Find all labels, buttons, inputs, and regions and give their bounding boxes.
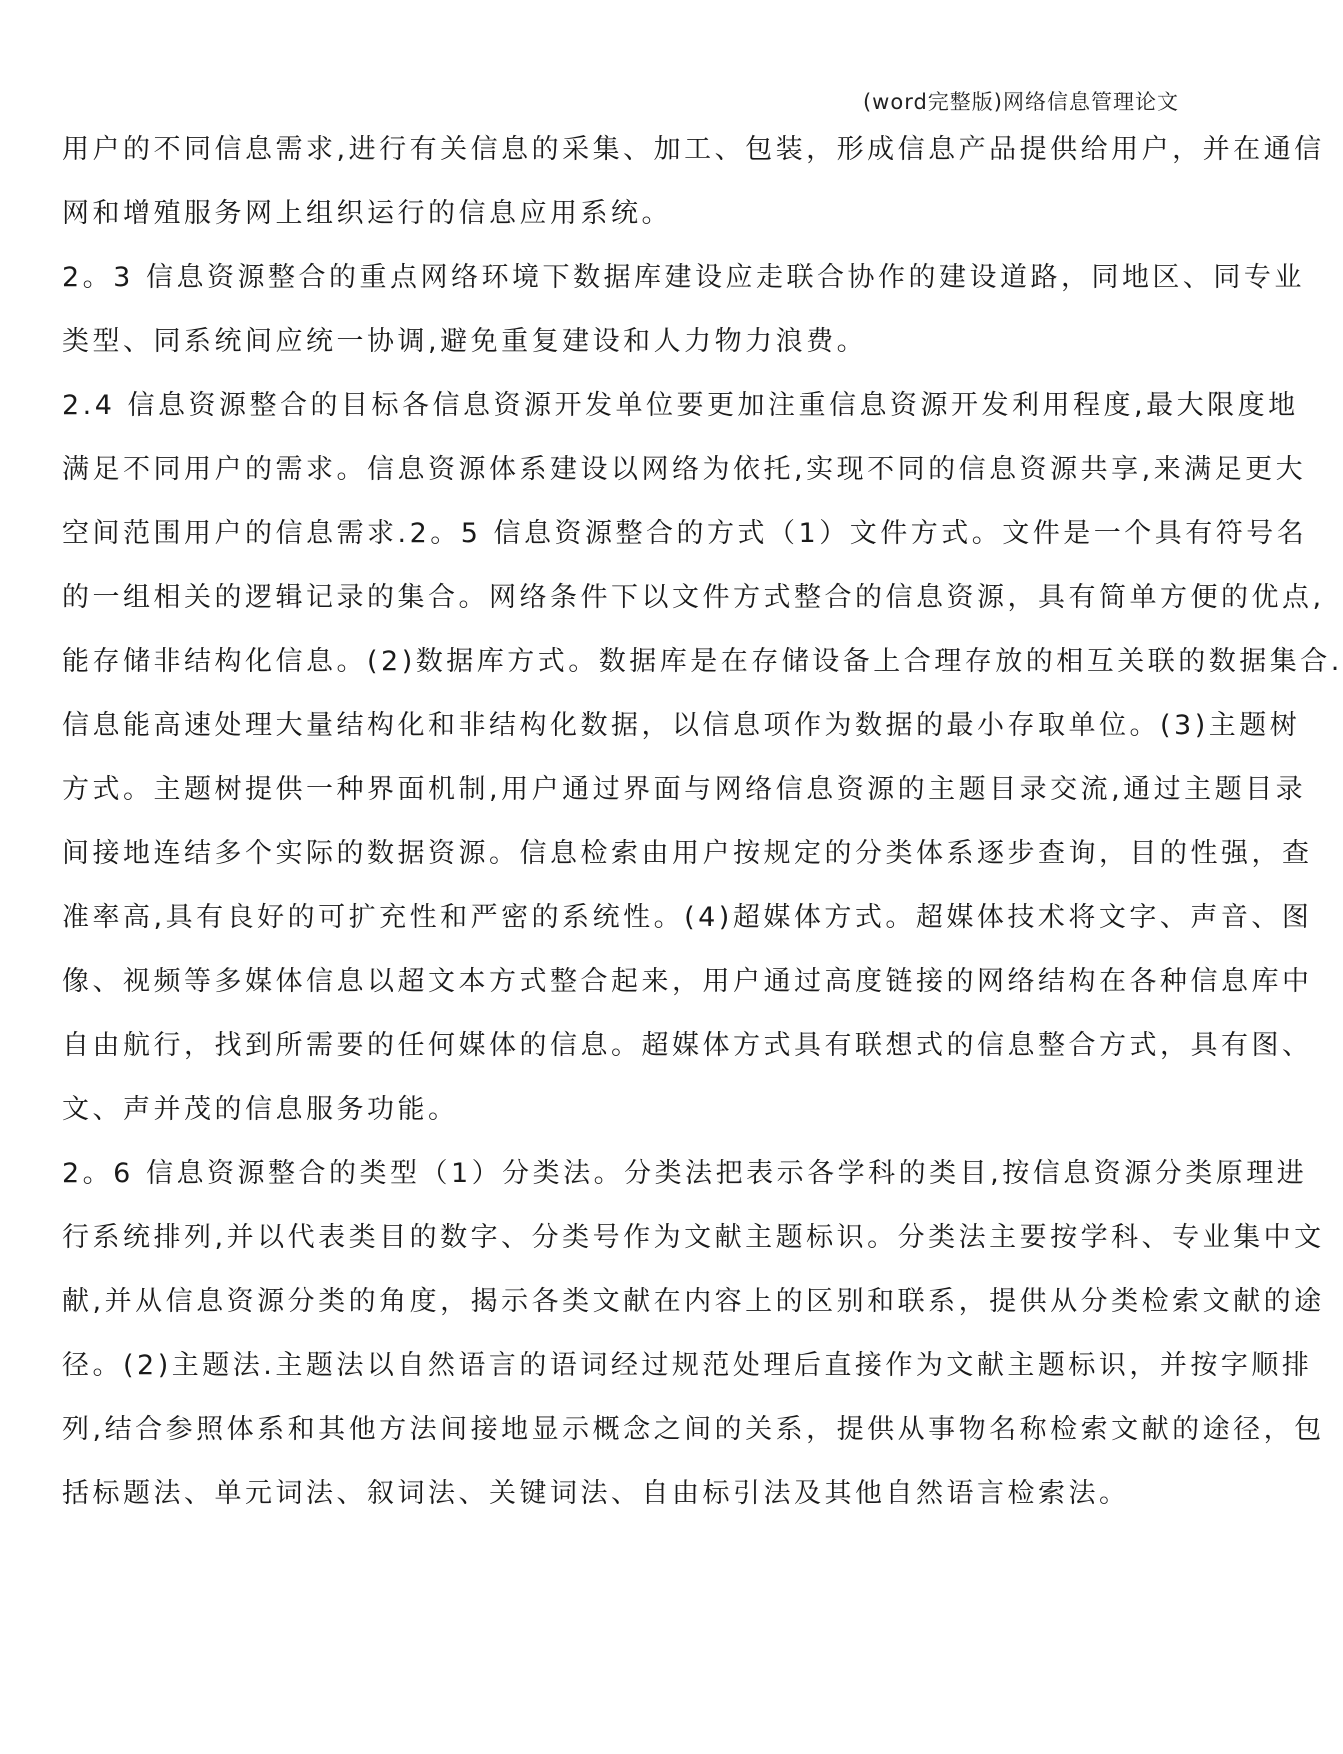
text-line: 满足不同用户的需求。信息资源体系建设以网络为依托,实现不同的信息资源共享,来满足更大 xyxy=(62,454,1307,485)
text-line: 网和增殖服务网上组织运行的信息应用系统。 xyxy=(62,198,672,229)
text-line: 准率高,具有良好的可扩充性和严密的系统性。(4)超媒体方式。超媒体技术将文字、声音、图 xyxy=(62,902,1313,933)
text-line: 能存储非结构化信息。(2)数据库方式。数据库是在存储设备上合理存放的相互关联的数据集合. xyxy=(62,646,1343,677)
text-line: 径。(2)主题法.主题法以自然语言的语词经过规范处理后直接作为文献主题标识，并按字顺排 xyxy=(62,1350,1313,1381)
text-line: 列,结合参照体系和其他方法间接地显示概念之间的关系，提供从事物名称检索文献的途径，包 xyxy=(62,1414,1325,1445)
text-line: 2。3 信息资源整合的重点网络环境下数据库建设应走联合协作的建设道路，同地区、同专业 xyxy=(62,262,1305,293)
text-line: 献,并从信息资源分类的角度，揭示各类文献在内容上的区别和联系，提供从分类检索文献的途 xyxy=(62,1286,1325,1317)
text-line: 的一组相关的逻辑记录的集合。网络条件下以文件方式整合的信息资源，具有简单方便的优点, xyxy=(62,582,1325,613)
text-line: 文、声并茂的信息服务功能。 xyxy=(62,1094,459,1125)
document-body xyxy=(62,128,1343,1536)
text-line: 行系统排列,并以代表类目的数字、分类号作为文献主题标识。分类法主要按学科、专业集中文 xyxy=(62,1222,1325,1253)
text-line: 用户的不同信息需求,进行有关信息的采集、加工、包装，形成信息产品提供给用户，并在通信 xyxy=(62,134,1325,165)
text-line: 间接地连结多个实际的数据资源。信息检索由用户按规定的分类体系逐步查询，目的性强，查 xyxy=(62,838,1313,869)
text-line: 类型、同系统间应统一协调,避免重复建设和人力物力浪费。 xyxy=(62,326,868,357)
text-line: 括标题法、单元词法、叙词法、关键词法、自由标引法及其他自然语言检索法。 xyxy=(62,1478,1130,1509)
text-line: 2.4 信息资源整合的目标各信息资源开发单位要更加注重信息资源开发利用程度,最大限度地 xyxy=(62,390,1299,421)
text-line: 2。6 信息资源整合的类型（1）分类法。分类法把表示各学科的类目,按信息资源分类原理进 xyxy=(62,1158,1308,1189)
text-line: 信息能高速处理大量结构化和非结构化数据，以信息项作为数据的最小存取单位。(3)主题树 xyxy=(62,710,1301,741)
text-line: 像、视频等多媒体信息以超文本方式整合起来，用户通过高度链接的网络结构在各种信息库中 xyxy=(62,966,1313,997)
text-line: 自由航行，找到所需要的任何媒体的信息。超媒体方式具有联想式的信息整合方式，具有图、 xyxy=(62,1030,1313,1061)
running-header: (word完整版)网络信息管理论文 xyxy=(862,90,1179,114)
text-line: 方式。主题树提供一种界面机制,用户通过界面与网络信息资源的主题目录交流,通过主题目录 xyxy=(62,774,1307,805)
text-line: 空间范围用户的信息需求.2。5 信息资源整合的方式（1）文件方式。文件是一个具有符号名 xyxy=(62,518,1308,549)
